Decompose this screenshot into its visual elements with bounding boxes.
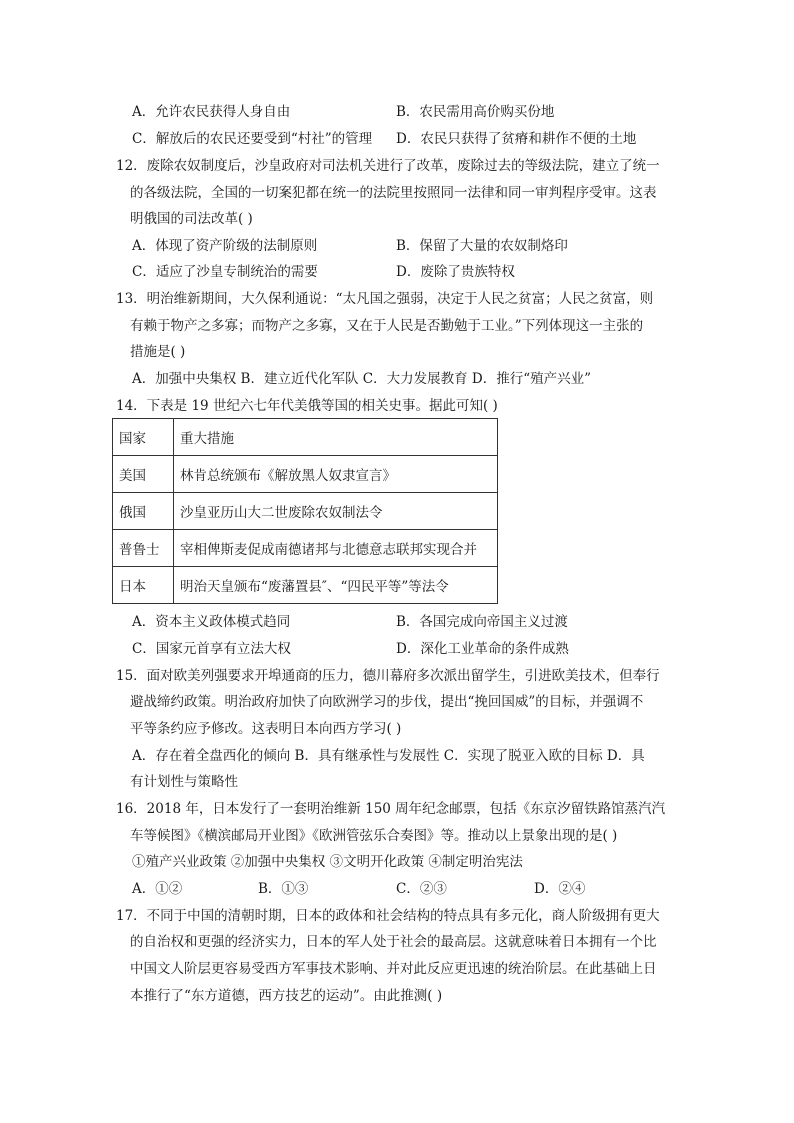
q17-stem-line-4: 本推行了“东方道德，西方技艺的运动”。由此推测( ) — [130, 988, 443, 1004]
q16-stem-line-1: 16．2018 年，日本发行了一套明治维新 150 周年纪念邮票，包括《东京汐留铁路馆蒸汽汽 — [116, 801, 666, 817]
table-cell-measure: 沙皇亚历山大二世废除农奴制法令 — [174, 493, 498, 530]
table-header-row — [113, 419, 498, 456]
q14-stem: 14．下表是 19 世纪六七年代美俄等国的相关史事。据此可知( ) — [116, 398, 498, 414]
q12-option-b: B．保留了大量的农奴制烙印 — [396, 238, 568, 254]
q14-option-c: C．国家元首享有立法大权 — [132, 641, 291, 657]
q14-option-b: B．各国完成向帝国主义过渡 — [396, 614, 568, 630]
q16-option-a: A．①② — [132, 881, 183, 897]
table-cell-country: 普鲁士 — [113, 530, 174, 567]
q16-option-b: B．①③ — [258, 881, 309, 897]
q12-option-a: A．体现了资产阶级的法制原则 — [132, 238, 318, 254]
q13-options: A．加强中央集权 B．建立近代化军队 C．大力发展教育 D．推行“殖产兴业” — [132, 371, 591, 387]
q15-stem-line-3: 平等条约应予修改。这表明日本向西方学习( ) — [130, 721, 402, 737]
q15-options-line-2: 有计划性与策略性 — [130, 774, 238, 790]
table-header-country: 国家 — [113, 419, 174, 456]
q15-stem-line-1: 15．面对欧美列强要求开埠通商的压力，德川幕府多次派出留学生，引进欧美技术，但奉行 — [116, 668, 660, 684]
table-cell-measure: 宰相俾斯麦促成南德诸邦与北德意志联邦实现合并 — [174, 530, 498, 567]
table-row — [113, 567, 498, 604]
q14-option-d: D．深化工业革命的条件成熟 — [396, 641, 569, 657]
table-cell-country: 美国 — [113, 456, 174, 493]
q15-options-line-1: A．存在着全盘西化的倾向 B．具有继承性与发展性 C．实现了脱亚入欧的目标 D．具 — [132, 748, 645, 764]
table-row — [113, 456, 498, 493]
q16-stem-line-2: 车等候图》《横滨邮局开业图》《欧洲管弦乐合奏图》等。推动以上景象出现的是( ) — [130, 828, 618, 844]
table-cell-measure: 林肯总统颁布《解放黑人奴隶宣言》 — [174, 456, 498, 493]
q17-stem-line-2: 的自治权和更强的经济实力，日本的军人处于社会的最高层。这就意味着日本拥有一个比 — [130, 934, 657, 950]
q14-option-a: A．资本主义政体模式趋同 — [132, 614, 291, 630]
q16-option-c: C．②③ — [396, 881, 447, 897]
table-cell-country: 日本 — [113, 567, 174, 604]
q11-option-d: D．农民只获得了贫瘠和耕作不便的土地 — [396, 131, 637, 147]
q12-stem-line-1: 12．废除农奴制度后，沙皇政府对司法机关进行了改革，废除过去的等级法院，建立了统一 — [116, 158, 660, 174]
q12-option-d: D．废除了贵族特权 — [396, 264, 515, 280]
table-cell-country: 俄国 — [113, 493, 174, 530]
q13-stem-line-3: 措施是( ) — [130, 344, 186, 360]
q12-stem-line-3: 明俄国的司法改革( ) — [130, 211, 253, 227]
q17-stem-line-3: 中国文人阶层更容易受西方军事技术影响、并对此反应更迅速的统治阶层。在此基础上日 — [130, 961, 657, 977]
q12-stem-line-2: 的各级法院，全国的一切案犯都在统一的法院里按照同一法律和同一审判程序受审。这表 — [130, 185, 657, 201]
q11-option-a: A．允许农民获得人身自由 — [132, 104, 291, 120]
q11-option-c: C．解放后的农民还要受到“村社”的管理 — [132, 131, 373, 147]
q11-option-b: B．农民需用高价购买份地 — [396, 104, 555, 120]
q13-stem-line-2: 有赖于物产之多寡；而物产之多寡，又在于人民是否勤勉于工业。”下列体现这一主张的 — [130, 318, 644, 334]
table-header-measure: 重大措施 — [174, 419, 498, 456]
q16-stem-line-3: ①殖产兴业政策 ②加强中央集权 ③文明开化政策 ④制定明治宪法 — [132, 854, 523, 870]
table-row — [113, 530, 498, 567]
q12-option-c: C．适应了沙皇专制统治的需要 — [132, 264, 318, 280]
table-cell-measure: 明治天皇颁布“废藩置县″、“四民平等”等法令 — [174, 567, 498, 604]
q15-stem-line-2: 避战缔约政策。明治政府加快了向欧洲学习的步伐，提出“挽回国威”的目标，并强调不 — [130, 694, 644, 710]
q13-stem-line-1: 13．明治维新期间，大久保利通说：“太凡国之强弱，决定于人民之贫富；人民之贫富，则 — [116, 291, 654, 307]
q14-table — [112, 418, 498, 604]
table-row — [113, 493, 498, 530]
q17-stem-line-1: 17．不同于中国的清朝时期，日本的政体和社会结构的特点具有多元化，商人阶级拥有更大 — [116, 908, 660, 924]
q16-option-d: D．②④ — [534, 881, 586, 897]
